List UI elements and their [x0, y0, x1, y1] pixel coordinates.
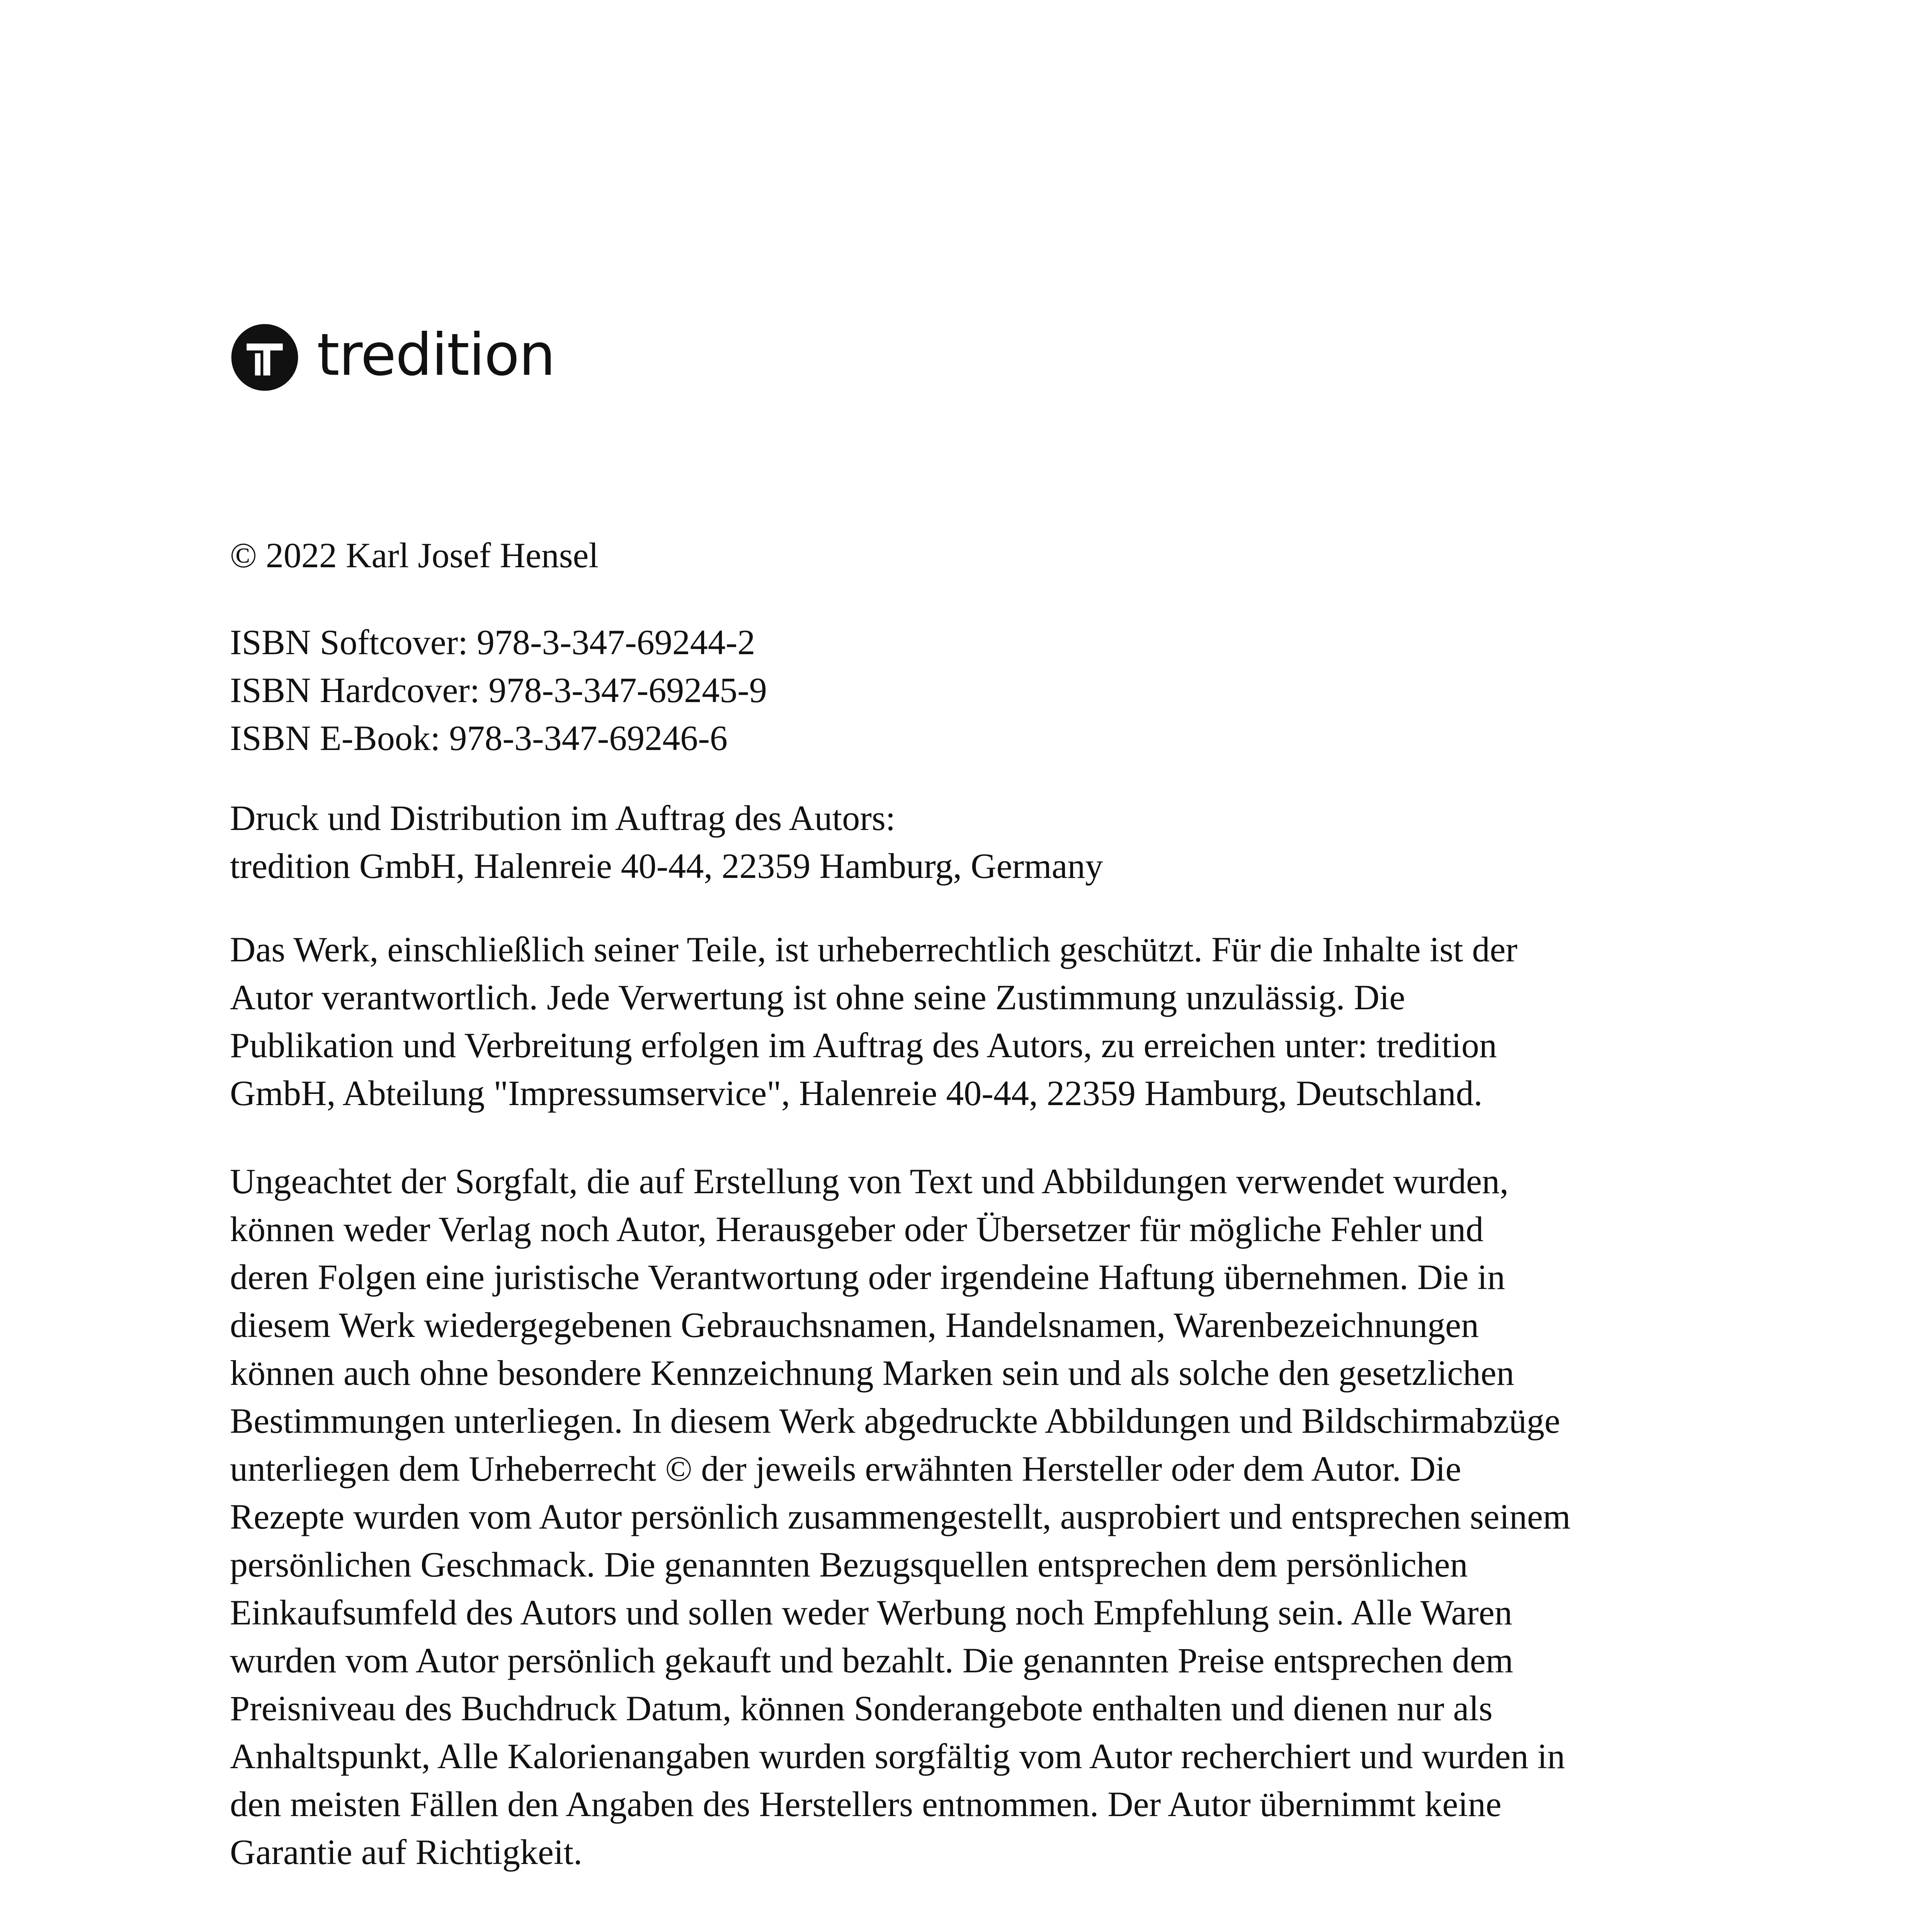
paragraph-line: Publikation und Verbreitung erfolgen im Auftrag des Autors, zu erreichen unter: tredition [230, 1026, 1497, 1065]
tredition-logo-icon [230, 323, 299, 392]
paragraph-line: GmbH, Abteilung "Impressumservice", Halenreie 40-44, 22359 Hamburg, Deutschland. [230, 1073, 1483, 1113]
paragraph-line: können auch ohne besondere Kennzeichnung Marken sein und als solche den gesetzlichen [230, 1353, 1514, 1393]
copyright-text: © 2022 Karl Josef Hensel [230, 536, 599, 575]
paragraph-line: Bestimmungen unterliegen. In diesem Werk abgedruckte Abbildungen und Bildschirmabzüge [230, 1401, 1560, 1440]
paragraph-line: Autor verantwortlich. Jede Verwertung ist ohne seine Zustimmung unzulässig. Die [230, 978, 1405, 1017]
paragraph-line: unterliegen dem Urheberrecht © der jeweils erwähnten Hersteller oder dem Autor. Die [230, 1449, 1461, 1488]
distribution-line: tredition GmbH, Halenreie 40-44, 22359 Hamburg, Germany [230, 846, 1103, 886]
publisher-logo [230, 321, 555, 394]
paragraph-line: Garantie auf Richtigkeit. [230, 1832, 583, 1872]
paragraph-line: Einkaufsumfeld des Autors und sollen weder Werbung noch Empfehlung sein. Alle Waren [230, 1593, 1512, 1632]
isbn-block [230, 618, 1729, 762]
paragraph-line: den meisten Fällen den Angaben des Herstellers entnommen. Der Autor übernimmt keine [230, 1784, 1502, 1824]
isbn-softcover: ISBN Softcover: 978-3-347-69244-2 [230, 622, 755, 662]
paragraph-line: diesem Werk wiedergegebenen Gebrauchsnamen, Handelsnamen, Warenbezeichnungen [230, 1305, 1479, 1345]
disclaimer-paragraph [230, 1157, 1729, 1876]
isbn-hardcover: ISBN Hardcover: 978-3-347-69245-9 [230, 670, 767, 710]
copyright-line [230, 531, 1729, 579]
paragraph-line: deren Folgen eine juristische Verantwortung oder irgendeine Haftung übernehmen. Die in [230, 1257, 1505, 1297]
paragraph-line: Anhaltspunkt, Alle Kalorienangaben wurden sorgfältig vom Autor recherchiert und wurden in [230, 1736, 1565, 1776]
paragraph-line: wurden vom Autor persönlich gekauft und bezahlt. Die genannten Preise entsprechen dem [230, 1641, 1514, 1680]
distribution-line: Druck und Distribution im Auftrag des Autors: [230, 798, 896, 838]
distribution-block [230, 794, 1729, 890]
isbn-ebook: ISBN E-Book: 978-3-347-69246-6 [230, 718, 728, 758]
paragraph-line: Rezepte wurden vom Autor persönlich zusammengestellt, ausprobiert und entsprechen seinem [230, 1497, 1571, 1536]
logo-text: tredition [317, 321, 555, 389]
paragraph-line: Ungeachtet der Sorgfalt, die auf Erstellung von Text und Abbildungen verwendet wurden, [230, 1162, 1509, 1201]
paragraph-line: können weder Verlag noch Autor, Herausgeber oder Übersetzer für mögliche Fehler und [230, 1209, 1484, 1249]
paragraph-line: persönlichen Geschmack. Die genannten Bezugsquellen entsprechen dem persönlichen [230, 1545, 1468, 1584]
paragraph-line: Preisniveau des Buchdruck Datum, können Sonderangebote enthalten und dienen nur als [230, 1689, 1493, 1728]
paragraph-line: Das Werk, einschließlich seiner Teile, ist urheberrechtlich geschützt. Für die Inhalte ist der [230, 930, 1517, 969]
copyright-notice-paragraph [230, 925, 1729, 1117]
